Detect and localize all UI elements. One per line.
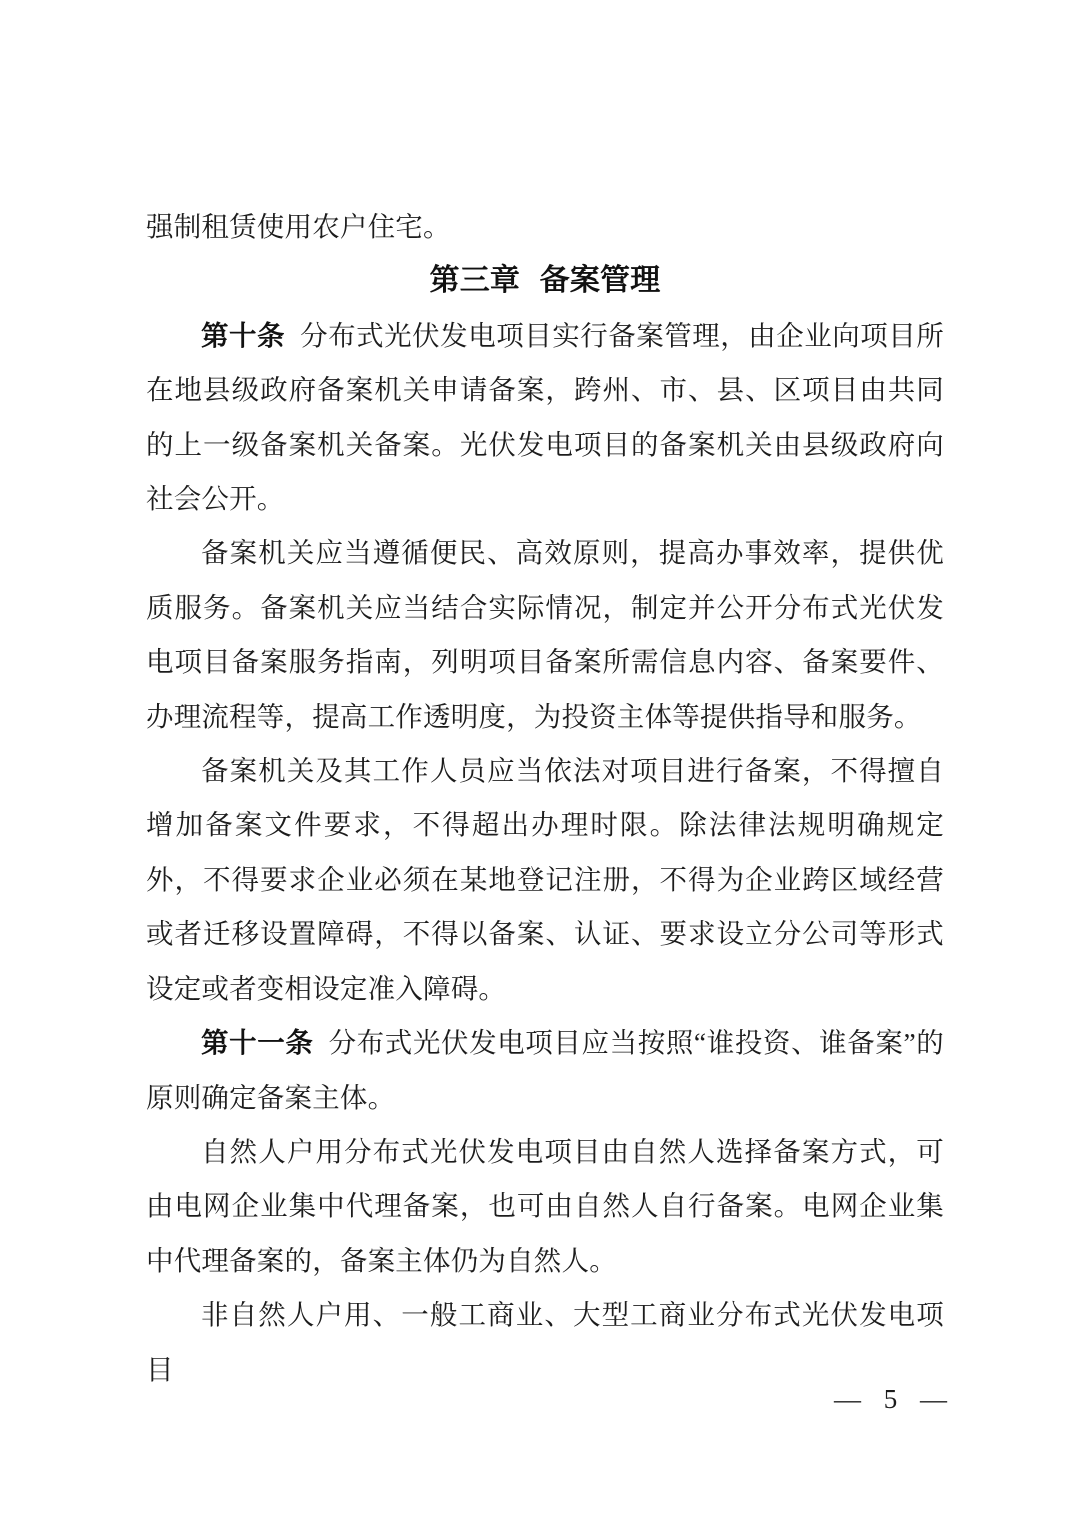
article-paragraph [146,1016,944,1125]
paragraph-text: 分布式光伏发电项目实行备案管理，由企业向项目所在地县级政府备案机关申请备案，跨州、市、县、区项目由共同的上一级备案机关备案。光伏发电项目的备案机关由县级政府向社会公开。 [146,319,944,515]
body-paragraph [146,744,944,1016]
body-paragraph [146,526,944,744]
page-number: — 5 — [834,1384,947,1414]
article-paragraph [146,309,944,527]
paragraph-text: 分布式光伏发电项目应当按照“谁投资、谁备案”的原则确定备案主体。 [146,1027,944,1113]
paragraph-text: 非自然人户用、一般工商业、大型工商业分布式光伏发电项目 [146,1299,944,1385]
body-paragraph [146,1125,944,1288]
chapter-heading [146,254,944,308]
continuation-paragraph: 强制租赁使用农户住宅。 [146,211,451,242]
chapter-number: 第三章 [429,264,521,298]
paragraph-text: 自然人户用分布式光伏发电项目由自然人选择备案方式，可由电网企业集中代理备案，也可由自然人自行备案。电网企业集中代理备案的，备案主体仍为自然人。 [146,1135,944,1276]
body-paragraph [146,1288,944,1397]
article-number: 第十条 [201,319,286,351]
document-content [146,200,944,1397]
paragraph-text: 备案机关及其工作人员应当依法对项目进行备案，不得擅自增加备案文件要求，不得超出办理时限。除法律法规明确规定外，不得要求企业必须在某地登记注册，不得为企业跨区域经营或者迁移设置障碍，不得以备案、认证、要求设立分公司等形式设定或者变相设定准入障碍。 [146,755,944,1004]
chapter-title: 备案管理 [539,264,661,298]
article-number: 第十一条 [201,1027,314,1059]
article-paragraphs [146,309,944,1397]
paragraph-text: 备案机关应当遵循便民、高效原则，提高办事效率，提供优质服务。备案机关应当结合实际情况，制定并公开分布式光伏发电项目备案服务指南，列明项目备案所需信息内容、备案要件、办理流程等，提高工作透明度，为投资主体等提供指导和服务。 [146,537,944,732]
